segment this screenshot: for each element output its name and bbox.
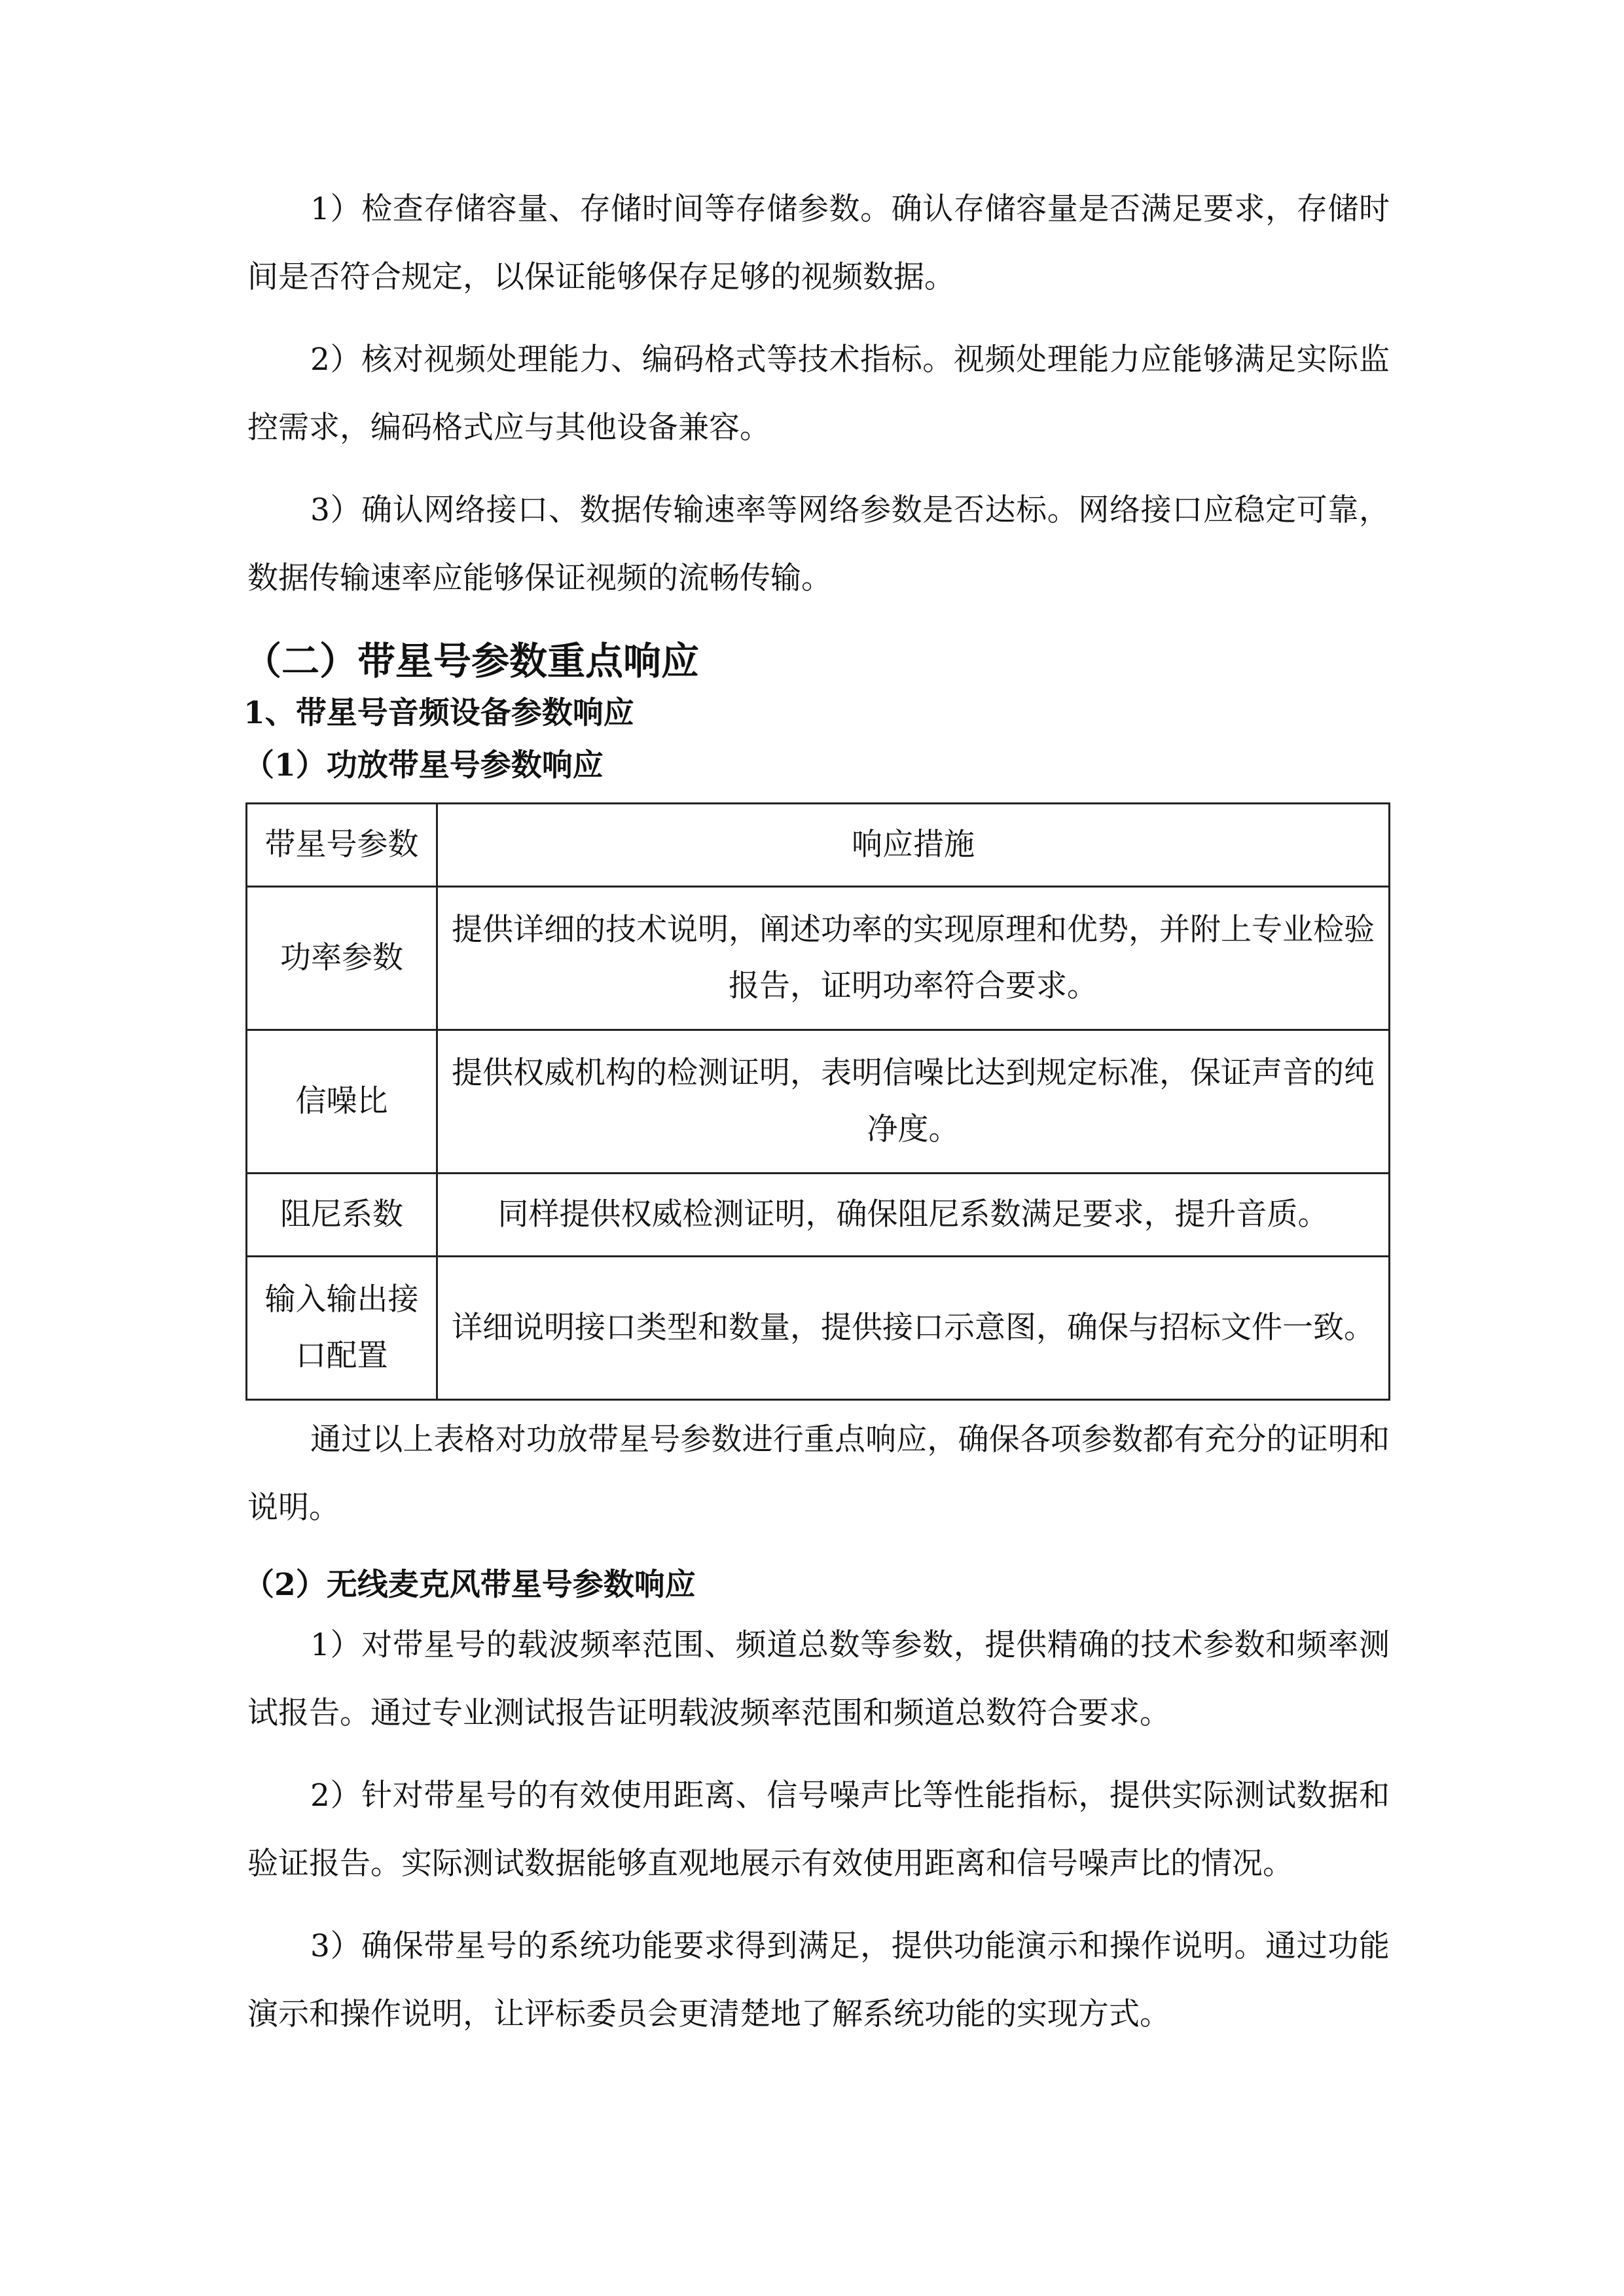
table-row bbox=[247, 1030, 1390, 1174]
table-row bbox=[247, 1174, 1390, 1257]
amp-heading: （1）功放带星号参数响应 bbox=[244, 747, 604, 783]
table-header-row bbox=[247, 804, 1390, 887]
paragraph-distance-snr: 2）针对带星号的有效使用距离、信号噪声比等性能指标，提供实际测试数据和验证报告。实际测试数据能够直观地展示有效使用距离和信号噪声比的情况。 bbox=[247, 1778, 1390, 1882]
param-table bbox=[245, 802, 1390, 1401]
mic-heading: （2）无线麦克风带星号参数响应 bbox=[244, 1567, 696, 1603]
table-cell-response: 提供权威机构的检测证明，表明信噪比达到规定标准，保证声音的纯净度。 bbox=[437, 1030, 1390, 1174]
table-cell-param: 输入输出接口配置 bbox=[247, 1257, 437, 1400]
section-heading: （二）带星号参数重点响应 bbox=[244, 639, 700, 683]
paragraph-video-processing: 2）核对视频处理能力、编码格式等技术指标。视频处理能力应能够满足实际监控需求，编码格式应与其他设备兼容。 bbox=[247, 342, 1390, 446]
table-cell-response: 提供详细的技术说明，阐述功率的实现原理和优势，并附上专业检验报告，证明功率符合要求。 bbox=[437, 887, 1390, 1030]
table-row bbox=[247, 887, 1390, 1030]
param-table-wrapper bbox=[245, 802, 1390, 1401]
table-header-param: 带星号参数 bbox=[247, 804, 437, 887]
table-header-response: 响应措施 bbox=[437, 804, 1390, 887]
table-cell-response: 详细说明接口类型和数量，提供接口示意图，确保与招标文件一致。 bbox=[437, 1257, 1390, 1400]
table-cell-response: 同样提供权威检测证明，确保阻尼系数满足要求，提升音质。 bbox=[437, 1174, 1390, 1257]
paragraph-network: 3）确认网络接口、数据传输速率等网络参数是否达标。网络接口应稳定可靠，数据传输速率应能够保证视频的流畅传输。 bbox=[247, 492, 1390, 596]
table-cell-param: 阻尼系数 bbox=[247, 1174, 437, 1257]
table-cell-param: 功率参数 bbox=[247, 887, 437, 1030]
paragraph-carrier-frequency: 1）对带星号的载波频率范围、频道总数等参数，提供精确的技术参数和频率测试报告。通过专业测试报告证明载波频率范围和频道总数符合要求。 bbox=[247, 1627, 1390, 1731]
paragraph-table-summary: 通过以上表格对功放带星号参数进行重点响应，确保各项参数都有充分的证明和说明。 bbox=[247, 1422, 1390, 1526]
subsection-heading: 1、带星号音频设备参数响应 bbox=[244, 695, 634, 731]
paragraph-system-function: 3）确保带星号的系统功能要求得到满足，提供功能演示和操作说明。通过功能演示和操作说明，让评标委员会更清楚地了解系统功能的实现方式。 bbox=[247, 1928, 1390, 2032]
table-cell-param: 信噪比 bbox=[247, 1030, 437, 1174]
paragraph-storage: 1）检查存储容量、存储时间等存储参数。确认存储容量是否满足要求，存储时间是否符合规定，以保证能够保存足够的视频数据。 bbox=[247, 191, 1390, 295]
table-row bbox=[247, 1257, 1390, 1400]
page-content bbox=[244, 175, 1390, 2049]
